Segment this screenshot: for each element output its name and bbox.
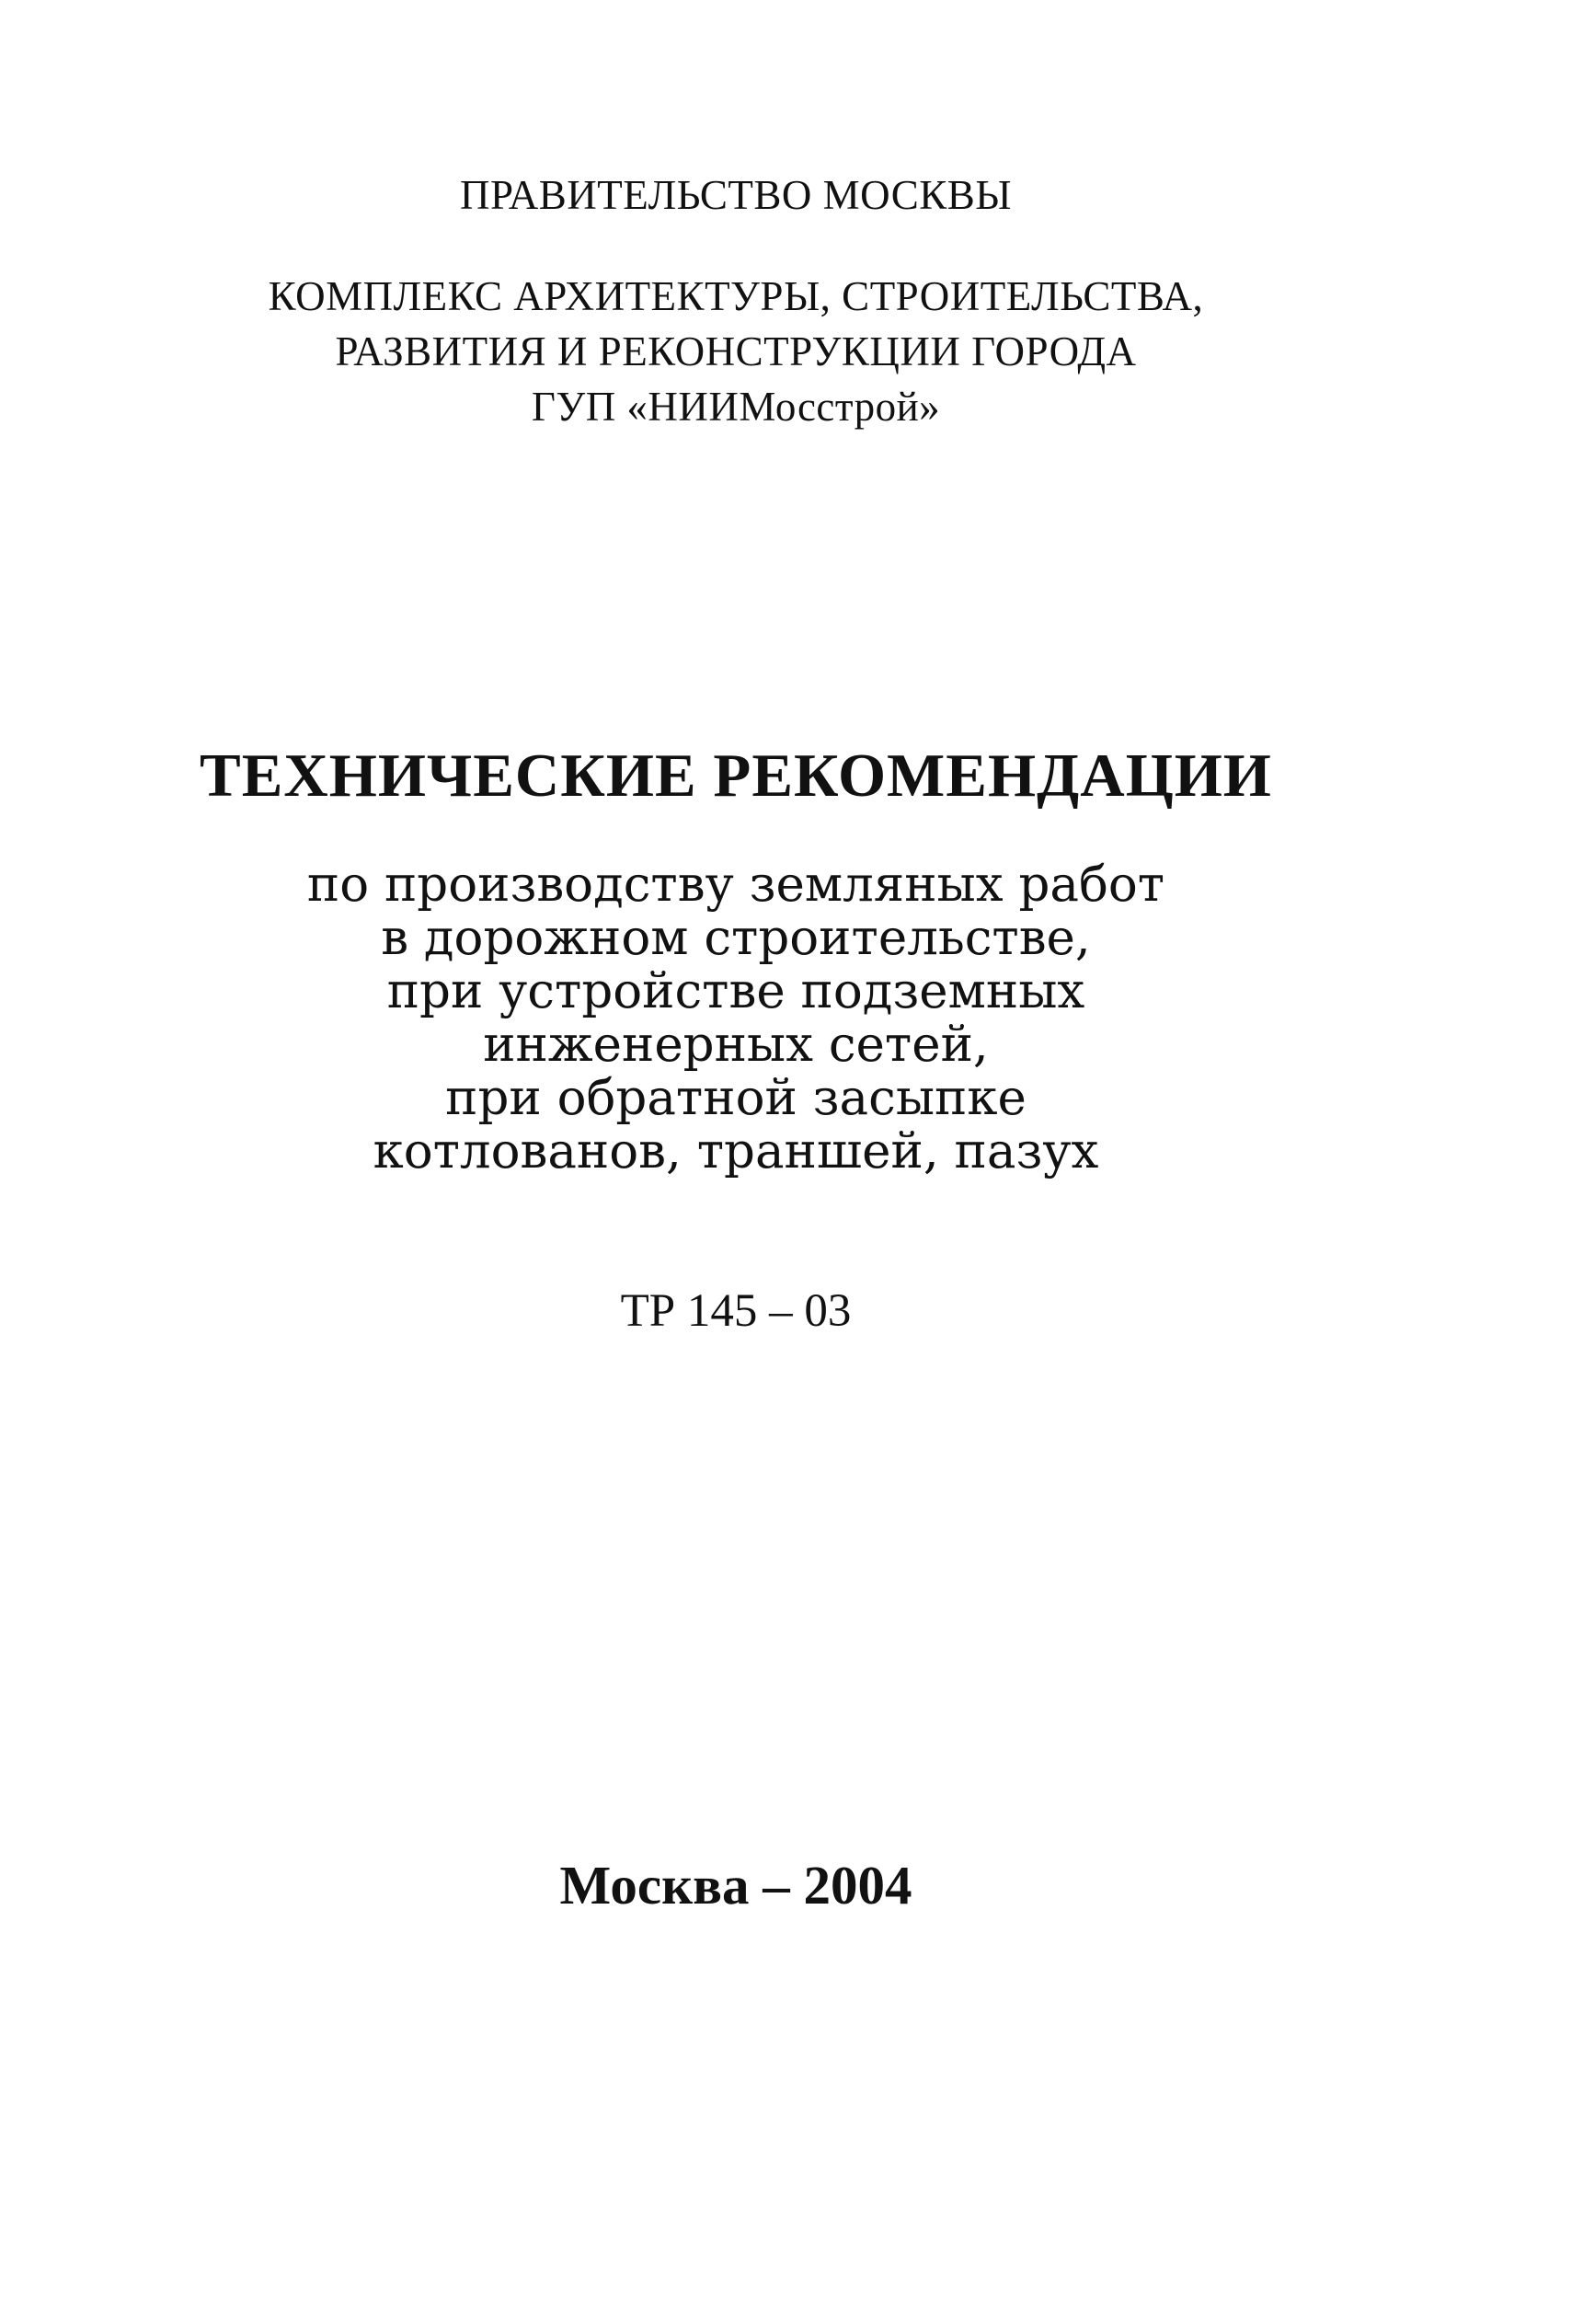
subtitle-line: котлованов, траншей, пазух [373, 1123, 1099, 1179]
subtitle-line: при обратной засыпке [445, 1070, 1027, 1126]
subtitle-line: при устройстве подземных [386, 963, 1085, 1019]
organization-name: ГУП «НИИМосстрой» [531, 384, 941, 430]
document-title: ТЕХНИЧЕСКИЕ РЕКОМЕНДАЦИИ [200, 742, 1272, 810]
subtitle-line: по производству земляных работ [306, 857, 1165, 913]
government-name: ПРАВИТЕЛЬСТВО МОСКВЫ [459, 172, 1012, 218]
complex-name-line-2: РАЗВИТИЯ И РЕКОНСТРУКЦИИ ГОРОДА [335, 328, 1137, 374]
subtitle-line: инженерных сетей, [483, 1017, 989, 1073]
complex-name-line-1: КОМПЛЕКС АРХИТЕКТУРЫ, СТРОИТЕЛЬСТВА, [268, 273, 1204, 319]
city-year: Москва – 2004 [559, 1855, 912, 1916]
subtitle-line: в дорожном строительстве, [381, 910, 1091, 966]
document-code: ТР 145 – 03 [620, 1285, 852, 1337]
